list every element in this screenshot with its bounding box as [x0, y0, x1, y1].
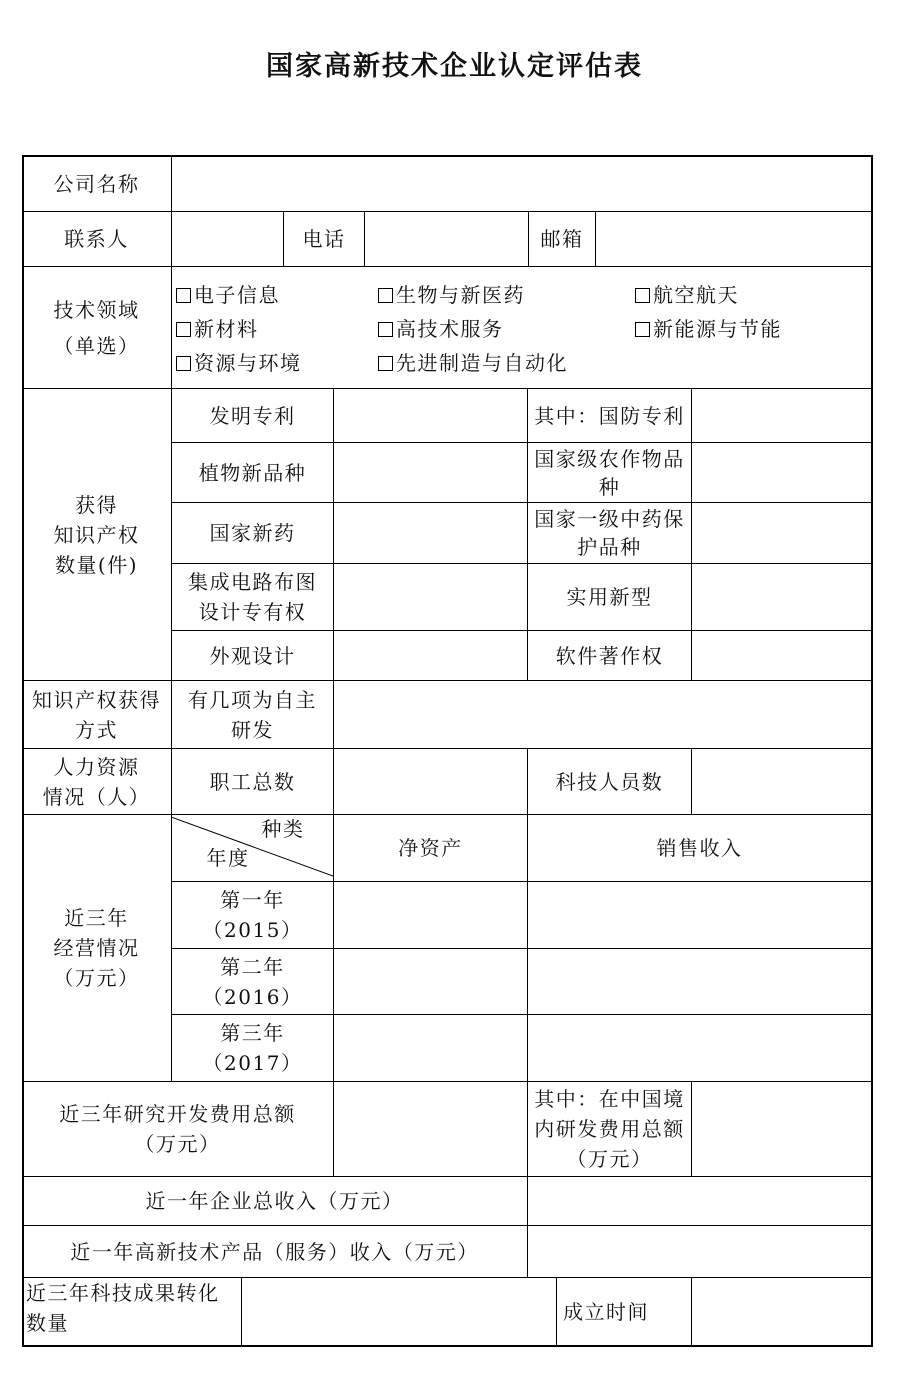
appearance-design-field[interactable] [334, 631, 527, 680]
total-revenue-label: 近一年企业总收入（万元） [145, 1189, 404, 1213]
utility-model-field[interactable] [692, 564, 871, 630]
option-new-materials[interactable]: 新材料 [176, 314, 259, 344]
rd-total-label: 近三年研究开发费用总额 （万元） [59, 1102, 296, 1156]
company-name-field[interactable] [172, 157, 871, 211]
software-copyright-label: 软件著作权 [555, 643, 664, 668]
checkbox-icon[interactable] [635, 288, 650, 303]
tech-field-label-line2: （单选） [53, 333, 140, 358]
year1-net-assets-field[interactable] [334, 882, 527, 948]
option-electronic-info[interactable]: 电子信息 [176, 280, 280, 310]
net-assets-header: 净资产 [398, 836, 463, 860]
ip-method-label: 知识产权获得 方式 [32, 687, 161, 742]
year3-net-assets-field[interactable] [334, 1015, 527, 1081]
defense-patent-label: 其中：国防专利 [534, 403, 685, 428]
email-label: 邮箱 [540, 227, 584, 251]
national-crop-field[interactable] [692, 443, 871, 502]
form-title: 国家高新技术企业认定评估表 [266, 51, 643, 82]
contact-label: 联系人 [64, 227, 129, 251]
ip-count-group-label: 获得 知识产权 数量(件) [53, 492, 140, 577]
ic-layout-label: 集成电路布图 设计专有权 [188, 570, 317, 624]
year3-sales-field[interactable] [528, 1015, 871, 1081]
contact-field[interactable] [172, 212, 283, 266]
tech-staff-field[interactable] [692, 749, 871, 814]
year2-sales-field[interactable] [528, 949, 871, 1014]
checkbox-icon[interactable] [378, 356, 393, 371]
defense-patent-field[interactable] [692, 389, 871, 442]
national-crop-label: 国家级农作物品 种 [534, 446, 685, 499]
tech-field-label [22, 267, 171, 388]
option-advanced-manufacturing[interactable]: 先进制造与自动化 [378, 348, 568, 378]
email-field[interactable] [596, 212, 871, 266]
year2-label: 第二年 （2016） [202, 954, 303, 1009]
year2-net-assets-field[interactable] [334, 949, 527, 1014]
option-new-energy[interactable]: 新能源与节能 [635, 314, 782, 344]
checkbox-icon[interactable] [176, 356, 191, 371]
rd-domestic-field[interactable] [692, 1082, 871, 1176]
diag-year-label: 年度 [206, 846, 250, 870]
option-hightech-services[interactable]: 高技术服务 [378, 314, 504, 344]
option-aerospace[interactable]: 航空航天 [635, 280, 739, 310]
option-resources-environment[interactable]: 资源与环境 [176, 348, 302, 378]
hr-label: 人力资源 情况（人） [42, 754, 151, 809]
year1-label: 第一年 （2015） [202, 888, 303, 942]
total-revenue-field[interactable] [528, 1177, 871, 1225]
tech-field-label-line1: 技术领域 [53, 297, 140, 322]
invention-patent-field[interactable] [334, 389, 527, 442]
tech-staff-label: 科技人员数 [555, 769, 664, 794]
phone-field[interactable] [365, 212, 528, 266]
hightech-revenue-label: 近一年高新技术产品（服务）收入（万元） [70, 1239, 479, 1264]
rd-total-field[interactable] [334, 1082, 527, 1176]
year3-label: 第三年 （2017） [202, 1021, 303, 1075]
software-copyright-field[interactable] [692, 631, 871, 680]
new-drug-label: 国家新药 [209, 521, 296, 545]
checkbox-icon[interactable] [176, 322, 191, 337]
invention-patent-label: 发明专利 [209, 403, 296, 428]
year1-sales-field[interactable] [528, 882, 871, 948]
total-staff-label: 职工总数 [209, 769, 296, 794]
transformation-count-label: 近三年科技成果转化 数量 [26, 1281, 220, 1335]
appearance-design-label: 外观设计 [209, 643, 296, 668]
checkbox-icon[interactable] [635, 322, 650, 337]
self-developed-field[interactable] [334, 681, 871, 748]
checkbox-icon[interactable] [378, 322, 393, 337]
new-drug-field[interactable] [334, 503, 527, 563]
founded-field[interactable] [692, 1278, 871, 1346]
option-biomedicine[interactable]: 生物与新医药 [378, 280, 525, 310]
total-staff-field[interactable] [334, 749, 527, 814]
utility-model-label: 实用新型 [566, 585, 653, 609]
plant-variety-field[interactable] [334, 443, 527, 502]
checkbox-icon[interactable] [378, 288, 393, 303]
phone-label: 电话 [302, 227, 346, 251]
sales-revenue-header: 销售收入 [656, 836, 743, 860]
transformation-count-field[interactable] [242, 1278, 556, 1346]
company-name-label: 公司名称 [53, 172, 140, 196]
plant-variety-label: 植物新品种 [198, 460, 307, 485]
self-developed-label: 有几项为自主 研发 [188, 687, 317, 742]
hightech-revenue-field[interactable] [528, 1226, 871, 1277]
diag-category-label: 种类 [261, 817, 305, 841]
tcm-protection-field[interactable] [692, 503, 871, 563]
rd-domestic-label: 其中：在中国境 内研发费用总额 （万元） [534, 1087, 685, 1171]
tcm-protection-label: 国家一级中药保 护品种 [534, 507, 685, 559]
ic-layout-field[interactable] [334, 564, 527, 630]
founded-label: 成立时间 [563, 1300, 649, 1324]
checkbox-icon[interactable] [176, 288, 191, 303]
operations-label: 近三年 经营情况 （万元） [53, 906, 140, 990]
